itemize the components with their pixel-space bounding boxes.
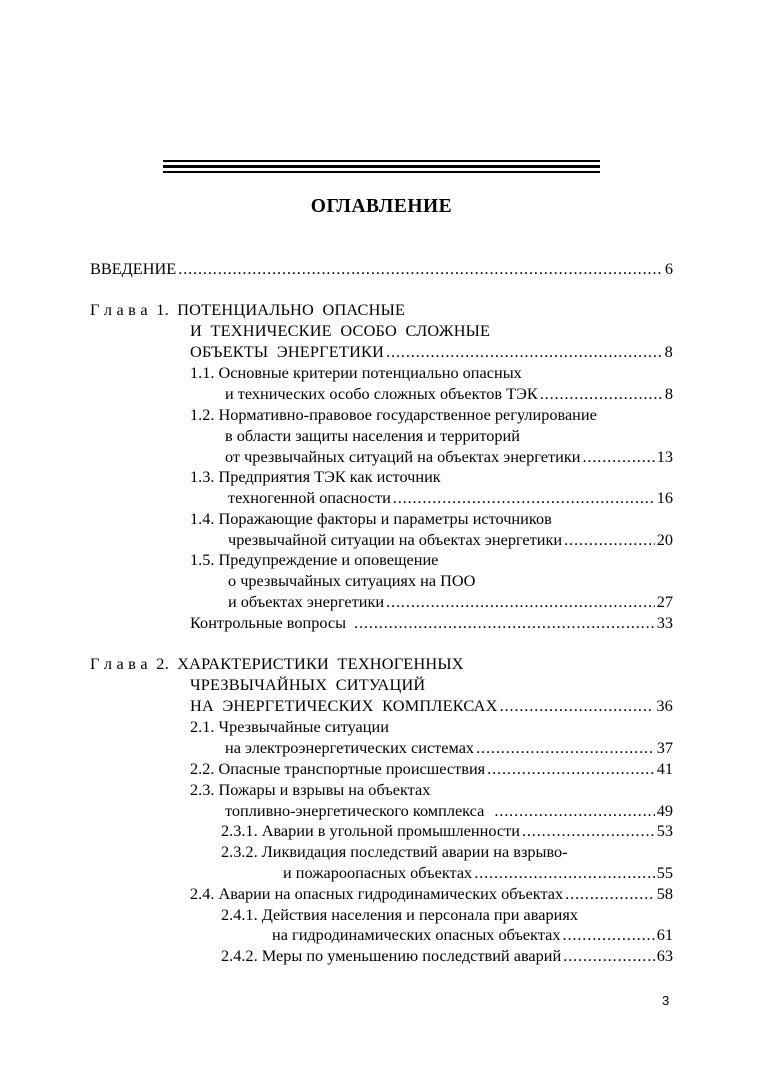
chapter-1-heading[interactable]: [90, 300, 405, 320]
toc-page-number: 58: [656, 884, 673, 903]
dot-leader: [393, 488, 655, 508]
dot-leader: [476, 738, 655, 758]
toc-page-number: 6: [664, 259, 673, 278]
toc-entry-chapter-2[interactable]: [190, 696, 673, 716]
dot-leader: [178, 259, 663, 279]
toc-page-number: 27: [656, 592, 673, 611]
toc-entry-text: ОБЪЕКТЫ ЭНЕРГЕТИКИ: [190, 342, 385, 361]
chapter-2-title-line-2: ЧРЕЗВЫЧАЙНЫХ СИТУАЦИЙ: [190, 675, 426, 694]
toc-page-number: 13: [656, 447, 673, 466]
toc-entry-text: 2.3.1. Аварии в угольной промышленности: [221, 821, 520, 840]
chapter-label: Г л а в а 2.: [90, 654, 169, 673]
toc-section-1-4[interactable]: 1.4. Поражающие факторы и параметры источников: [190, 509, 552, 528]
toc-entry-1-5[interactable]: [228, 592, 673, 612]
toc-entry-text: 2.4. Аварии на опасных гидродинамических объектах: [190, 884, 564, 903]
toc-entry-text: на гидродинамических опасных объектах: [272, 925, 561, 944]
toc-entry-2-3-2[interactable]: [283, 863, 673, 883]
dot-leader: [386, 592, 655, 612]
toc-page-number: 8: [664, 342, 673, 361]
toc-page-number: 49: [656, 801, 673, 820]
toc-page-number: 63: [656, 946, 673, 965]
chapter-title-line: ПОТЕНЦИАЛЬНО ОПАСНЫЕ: [177, 300, 406, 319]
toc-entry-text: от чрезвычайных ситуаций на объектах энергетики: [225, 447, 581, 466]
dot-leader: [474, 863, 655, 883]
toc-page-number: 20: [656, 530, 673, 549]
toc-entry-1-4[interactable]: [228, 530, 673, 550]
dot-leader: [564, 530, 655, 550]
header-rule-top: [163, 160, 600, 162]
toc-entry-2-1[interactable]: [225, 738, 673, 758]
toc-section-1-1[interactable]: 1.1. Основные критерии потенциально опасных: [190, 363, 522, 382]
toc-entry-text: топливно-энергетического комплекса: [225, 801, 485, 820]
toc-entry-text: на электроэнергетических системах: [225, 738, 475, 757]
toc-entry-text: НА ЭНЕРГЕТИЧЕСКИХ КОМПЛЕКСАХ: [190, 696, 498, 715]
dot-leader: [565, 884, 655, 904]
toc-section-1-2-line-2: в области защиты населения и территорий: [225, 426, 520, 445]
toc-entry-2-3[interactable]: [225, 801, 673, 821]
toc-page-number: 33: [656, 613, 673, 632]
toc-entry-text: и технических особо сложных объектов ТЭК: [225, 384, 538, 403]
dot-leader: [494, 801, 654, 821]
toc-entry-text: чрезвычайной ситуации на объектах энергетики: [228, 530, 563, 549]
toc-page-number: 41: [656, 759, 673, 778]
chapter-2-heading[interactable]: [90, 654, 464, 674]
toc-page-number: 53: [656, 821, 673, 840]
page-number: 3: [662, 993, 670, 1008]
chapter-label: Г л а в а 1.: [90, 300, 169, 319]
toc-page-number: 16: [656, 488, 673, 507]
toc-entry-2-4[interactable]: [190, 884, 673, 904]
toc-entry-2-2[interactable]: [190, 759, 673, 779]
header-rule-middle: [163, 165, 600, 168]
dot-leader: [354, 613, 655, 633]
page-title: ОГЛАВЛЕНИЕ: [310, 196, 453, 217]
toc-entry-text: техногенной опасности: [228, 488, 391, 507]
dot-leader: [563, 925, 655, 945]
toc-entry-1-2[interactable]: [225, 447, 673, 467]
header-rules: [163, 160, 600, 173]
toc-section-1-3[interactable]: 1.3. Предприятия ТЭК как источник: [190, 467, 441, 486]
toc-entry-text: 2.4.2. Меры по уменьшению последствий аварий: [221, 946, 562, 965]
dot-leader: [487, 759, 655, 779]
dot-leader: [540, 384, 663, 404]
dot-leader: [500, 696, 655, 716]
toc-section-2-1[interactable]: 2.1. Чрезвычайные ситуации: [190, 717, 389, 736]
chapter-title-line: ХАРАКТЕРИСТИКИ ТЕХНОГЕННЫХ: [177, 654, 464, 673]
chapter-1-title-line-2: И ТЕХНИЧЕСКИЕ ОСОБО СЛОЖНЫЕ: [190, 321, 491, 340]
toc-entry-intro[interactable]: [90, 259, 673, 279]
toc-entry-1-1[interactable]: [225, 384, 673, 404]
toc-page-number: 55: [656, 863, 673, 882]
dot-leader: [522, 821, 655, 841]
toc-entry-2-3-1[interactable]: [221, 821, 673, 841]
toc-entry-text: и объектах энергетики: [228, 592, 385, 611]
dot-leader: [582, 447, 654, 467]
dot-leader: [386, 342, 663, 362]
toc-page-number: 8: [664, 384, 673, 403]
header-rule-bottom: [163, 171, 600, 173]
toc-page-number: 61: [656, 925, 673, 944]
toc-section-1-5-line-2: о чрезвычайных ситуациях на ПОО: [228, 571, 476, 590]
toc-entry-2-4-2[interactable]: [221, 946, 673, 966]
toc-entry-review-questions[interactable]: [190, 613, 673, 633]
toc-entry-chapter-1[interactable]: [190, 342, 673, 362]
toc-section-1-2[interactable]: 1.2. Нормативно-правовое государственное регулирование: [190, 405, 597, 424]
toc-entry-text: 2.2. Опасные транспортные происшествия: [190, 759, 486, 778]
toc-entry-text: ВВЕДЕНИЕ: [90, 259, 177, 278]
toc-entry-2-4-1[interactable]: [272, 925, 673, 945]
toc-entry-text: Контрольные вопросы: [190, 613, 347, 632]
toc-page-number: 36: [656, 696, 673, 715]
toc-entry-1-3[interactable]: [228, 488, 673, 508]
toc-entry-text: и пожароопасных объектах: [283, 863, 473, 882]
toc-section-2-3[interactable]: 2.3. Пожары и взрывы на объектах: [190, 780, 431, 799]
toc-page-number: 37: [656, 738, 673, 757]
dot-leader: [563, 946, 655, 966]
toc-section-1-5[interactable]: 1.5. Предупреждение и оповещение: [190, 550, 439, 569]
toc-section-2-4-1[interactable]: 2.4.1. Действия населения и персонала при авариях: [221, 905, 578, 924]
toc-section-2-3-2[interactable]: 2.3.2. Ликвидация последствий аварии на взрыво-: [221, 842, 568, 861]
